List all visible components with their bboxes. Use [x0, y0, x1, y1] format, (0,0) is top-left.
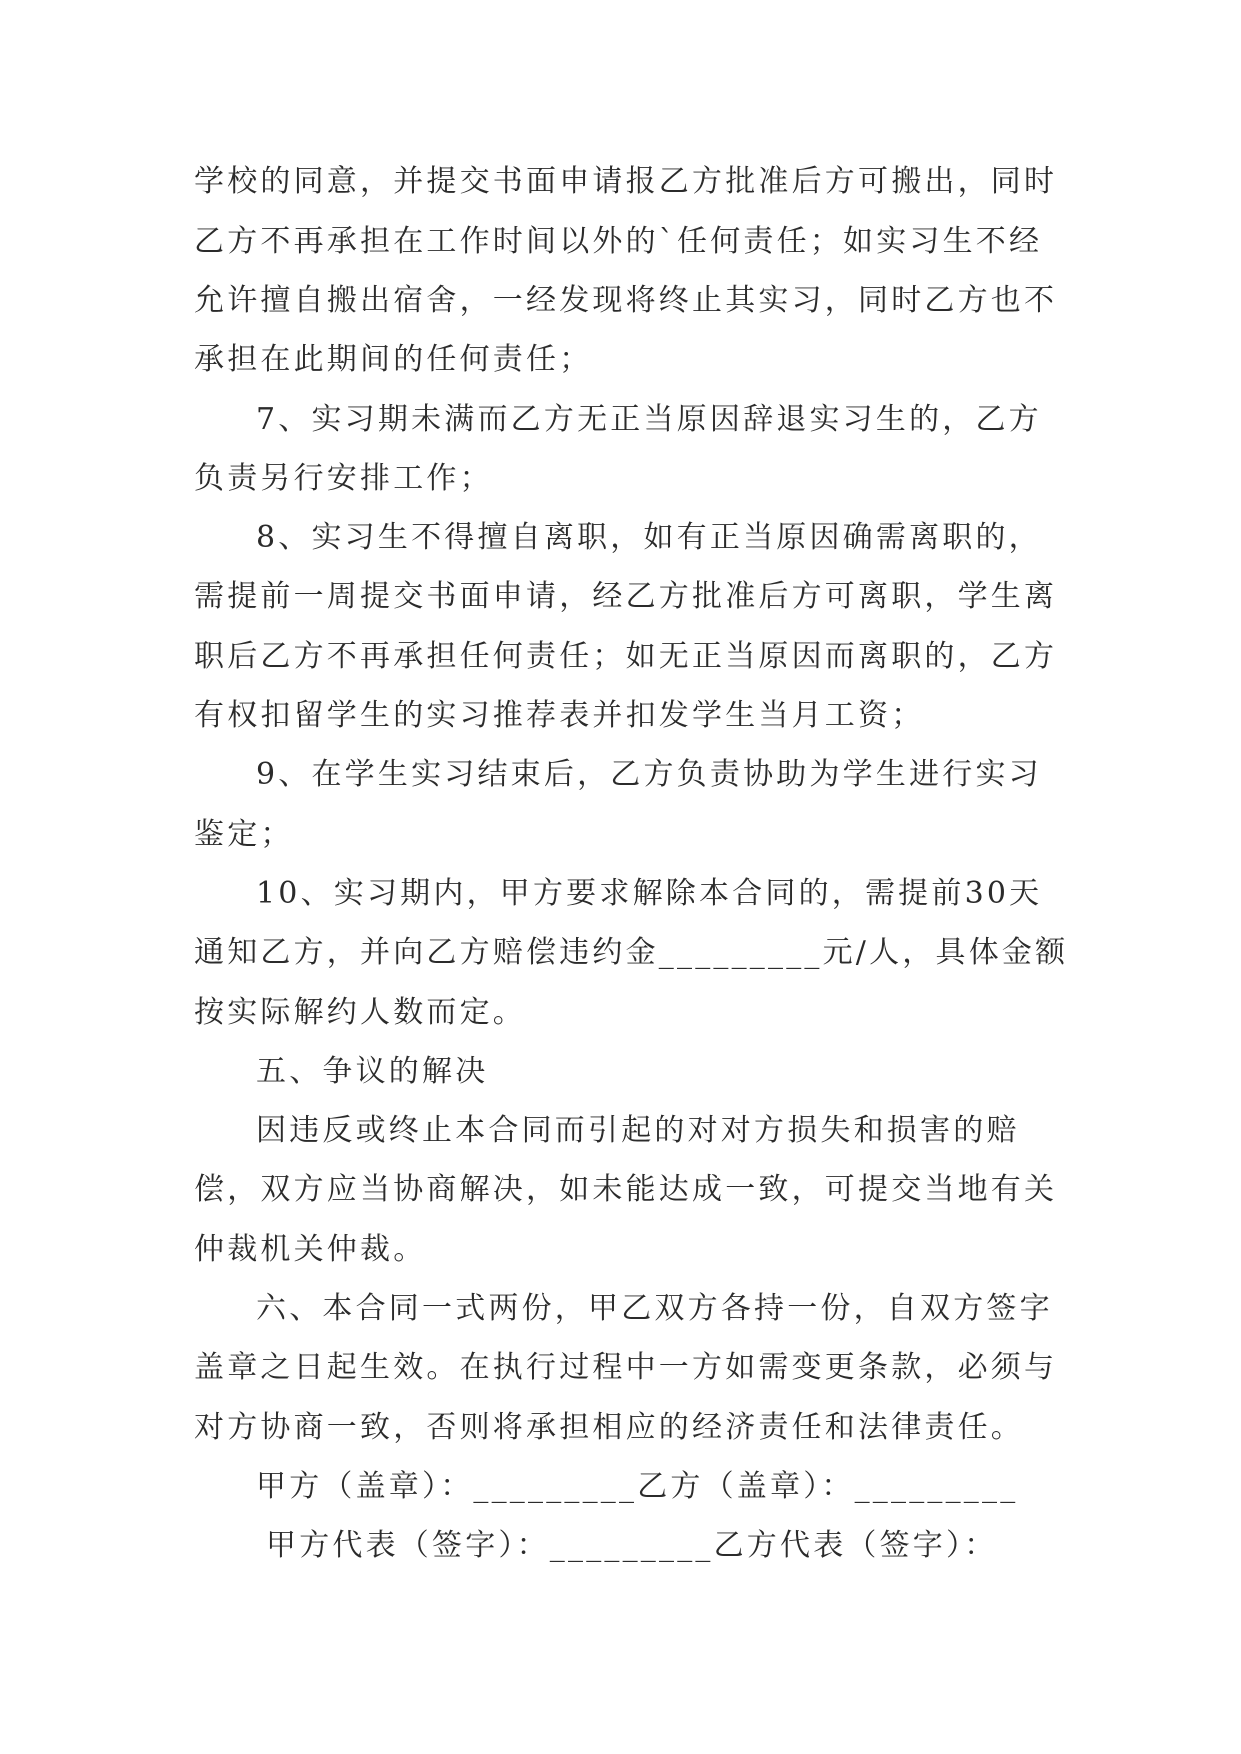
text-line: 职后乙方不再承担任何责任；如无正当原因而离职的，乙方 [194, 639, 1058, 674]
text-line: 对方协商一致，否则将承担相应的经济责任和法律责任。 [194, 1410, 1024, 1445]
clause-10: 10、实习期内，甲方要求解除本合同的，需提前30天 [256, 876, 1043, 911]
section-heading-copies: 六、本合同一式两份，甲乙双方各持一份，自双方签字 [256, 1291, 1053, 1326]
text-line: 通知乙方，并向乙方赔偿违约金_________元/人，具体金额 [194, 935, 1069, 970]
text-line: 承担在此期间的任何责任； [194, 342, 593, 377]
text-line: 允许擅自搬出宿舍，一经发现将终止其实习，同时乙方也不 [194, 283, 1058, 318]
text-line: 有权扣留学生的实习推荐表并扣发学生当月工资； [194, 698, 925, 733]
text-line: 因违反或终止本合同而引起的对对方损失和损害的赔 [256, 1113, 1020, 1148]
clause-7: 7、实习期未满而乙方无正当原因辞退实习生的，乙方 [256, 402, 1042, 437]
clause-9: 9、在学生实习结束后，乙方负责协助为学生进行实习 [256, 757, 1042, 792]
section-heading-dispute: 五、争议的解决 [256, 1054, 489, 1089]
clause-8: 8、实习生不得擅自离职，如有正当原因确需离职的， [256, 520, 1042, 555]
text-line: 仲裁机关仲裁。 [194, 1232, 427, 1267]
text-line: 负责另行安排工作； [194, 461, 493, 496]
signature-seal-line: 甲方（盖章）：_________乙方（盖章）：_________ [256, 1469, 1019, 1504]
text-line: 偿，双方应当协商解决，如未能达成一致，可提交当地有关 [194, 1172, 1058, 1207]
text-line: 鉴定； [194, 817, 294, 852]
text-line: 需提前一周提交书面申请，经乙方批准后方可离职，学生离 [194, 579, 1058, 614]
text-line: 乙方不再承担在工作时间以外的`任何责任；如实习生不经 [194, 224, 1043, 259]
text-line: 盖章之日起生效。在执行过程中一方如需变更条款，必须与 [194, 1350, 1058, 1385]
signature-representative-line: 甲方代表（签字）：_________乙方代表（签字）： [266, 1528, 998, 1563]
text-line: 按实际解约人数而定。 [194, 995, 526, 1030]
text-line: 学校的同意，并提交书面申请报乙方批准后方可搬出，同时 [194, 164, 1058, 199]
